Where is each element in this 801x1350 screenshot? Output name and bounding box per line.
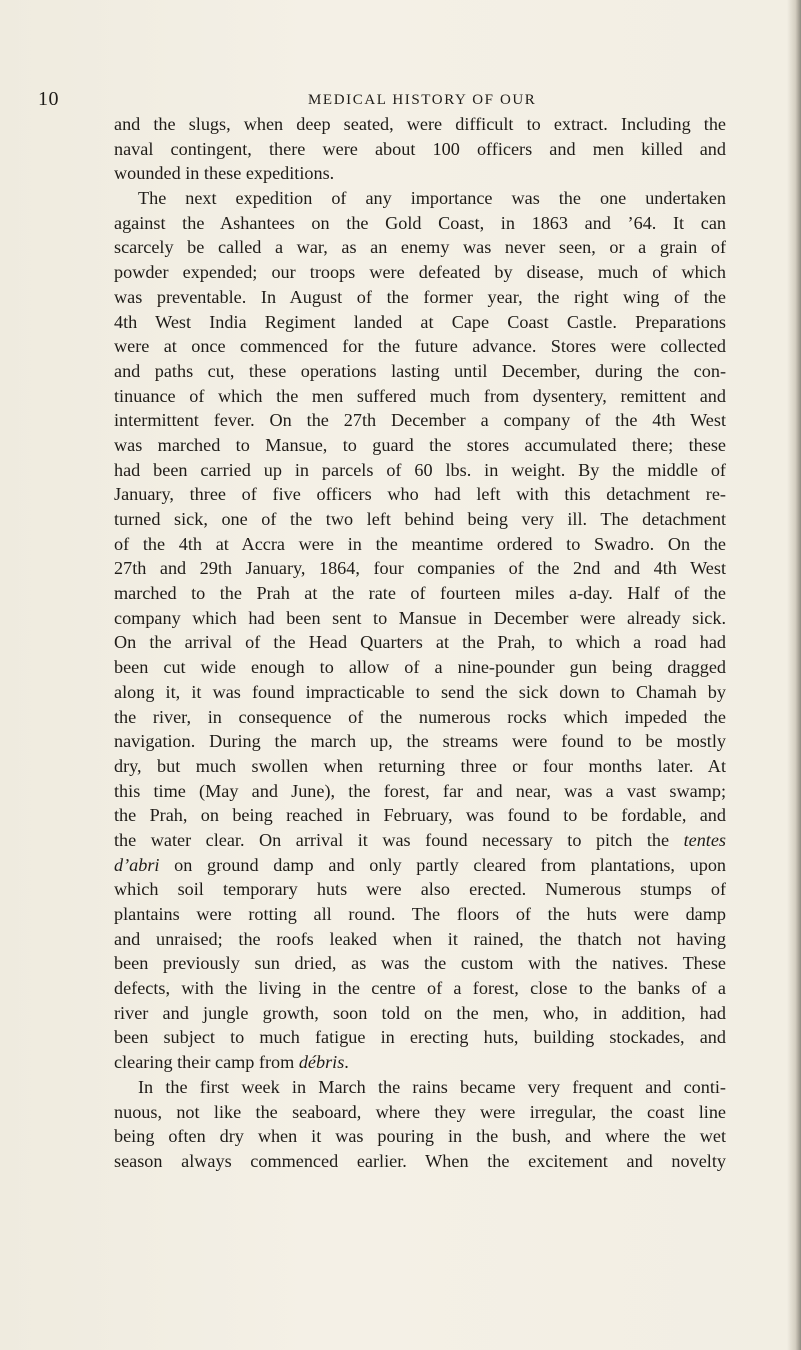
page-edge-shadow xyxy=(787,0,801,1350)
text-line: which soil temporary huts were also erected. Numerous stumps of xyxy=(114,879,726,900)
paragraph-start-line: The next expedition of any importance was the one undertaken xyxy=(138,188,726,209)
text-line-with-italic xyxy=(114,853,726,878)
text-segment: on ground damp and only partly cleared from plantations, upon xyxy=(174,854,726,875)
text-line: navigation. During the march up, the streams were found to be mostly xyxy=(114,731,726,752)
text-line: the Prah, on being reached in February, was found to be fordable, and xyxy=(114,805,726,826)
running-title: MEDICAL HISTORY OF OUR xyxy=(308,92,537,108)
text-line: along it, it was found impracticable to send the sick down to Chamah by xyxy=(114,681,726,702)
text-line: and the slugs, when deep seated, were difficult to extract. Including the xyxy=(114,114,726,134)
text-line: January, three of five officers who had left with this detachment re- xyxy=(114,484,726,505)
text-line: against the Ashantees on the Gold Coast, in 1863 and ’64. It can xyxy=(114,212,726,233)
text-line: nuous, not like the seaboard, where they were irregular, the coast line xyxy=(114,1101,726,1122)
italic-term-tentes: tentes xyxy=(683,829,726,850)
text-line: was preventable. In August of the former year, the right wing of the xyxy=(114,286,726,307)
period: . xyxy=(344,1052,349,1073)
text-line: wounded in these expeditions. xyxy=(114,163,335,184)
italic-term-dabri: d’abri xyxy=(114,854,160,875)
paragraph-start-line: In the first week in March the rains became very frequent and conti- xyxy=(138,1076,726,1097)
text-line: this time (May and June), the forest, far and near, was a vast swamp; xyxy=(114,780,726,801)
text-line: was marched to Mansue, to guard the stores accumulated there; these xyxy=(114,434,726,455)
body-text xyxy=(114,112,726,1174)
text-line: season always commenced earlier. When the excitement and novelty xyxy=(114,1150,726,1171)
text-segment: the water clear. On arrival it was found necessary to pitch the xyxy=(114,829,670,850)
text-line: tinuance of which the men suffered much from dysentery, remittent and xyxy=(114,385,726,406)
text-line: scarcely be called a war, as an enemy was never seen, or a grain of xyxy=(114,237,726,258)
text-line: company which had been sent to Mansue in December were already sick. xyxy=(114,607,726,628)
text-line-with-italic xyxy=(114,828,726,853)
text-line: dry, but much swollen when returning three or four months later. At xyxy=(114,755,726,776)
text-segment: clearing their camp from xyxy=(114,1052,295,1073)
text-line: powder expended; our troops were defeated by disease, much of which xyxy=(114,262,726,283)
text-line: of the 4th at Accra were in the meantime ordered to Swadro. On the xyxy=(114,533,726,554)
text-line: were at once commenced for the future advance. Stores were collected xyxy=(114,336,726,357)
text-line: being often dry when it was pouring in the bush, and where the wet xyxy=(114,1126,726,1147)
text-line: marched to the Prah at the rate of fourteen miles a-day. Half of the xyxy=(114,583,726,604)
text-line: and paths cut, these operations lasting until December, during the con- xyxy=(114,360,726,381)
text-line: On the arrival of the Head Quarters at the Prah, to which a road had xyxy=(114,632,726,653)
text-line: been previously sun dried, as was the custom with the natives. These xyxy=(114,953,726,974)
text-line: intermittent fever. On the 27th December a company of the 4th West xyxy=(114,410,726,431)
page-number: 10 xyxy=(38,88,59,110)
italic-term-debris: débris xyxy=(298,1052,345,1073)
text-line: naval contingent, there were about 100 officers and men killed and xyxy=(114,138,726,159)
text-line: 27th and 29th January, 1864, four companies of the 2nd and 4th West xyxy=(114,558,726,579)
text-line: 4th West India Regiment landed at Cape Coast Castle. Preparations xyxy=(114,311,726,332)
text-line: river and jungle growth, soon told on the men, who, in addition, had xyxy=(114,1002,726,1023)
text-line: turned sick, one of the two left behind being very ill. The detachment xyxy=(114,509,726,529)
text-line-with-italic xyxy=(114,1050,726,1075)
text-line: had been carried up in parcels of 60 lbs. in weight. By the middle of xyxy=(114,459,726,480)
text-line: defects, with the living in the centre of a forest, close to the banks of a xyxy=(114,978,726,999)
text-line: plantains were rotting all round. The floors of the huts were damp xyxy=(114,904,726,924)
text-line: and unraised; the roofs leaked when it rained, the thatch not having xyxy=(114,928,726,949)
text-line: been cut wide enough to allow of a nine-pounder gun being dragged xyxy=(114,657,726,678)
text-line: been subject to much fatigue in erecting huts, building stockades, and xyxy=(114,1027,726,1048)
text-line: the river, in consequence of the numerous rocks which impeded the xyxy=(114,706,726,727)
